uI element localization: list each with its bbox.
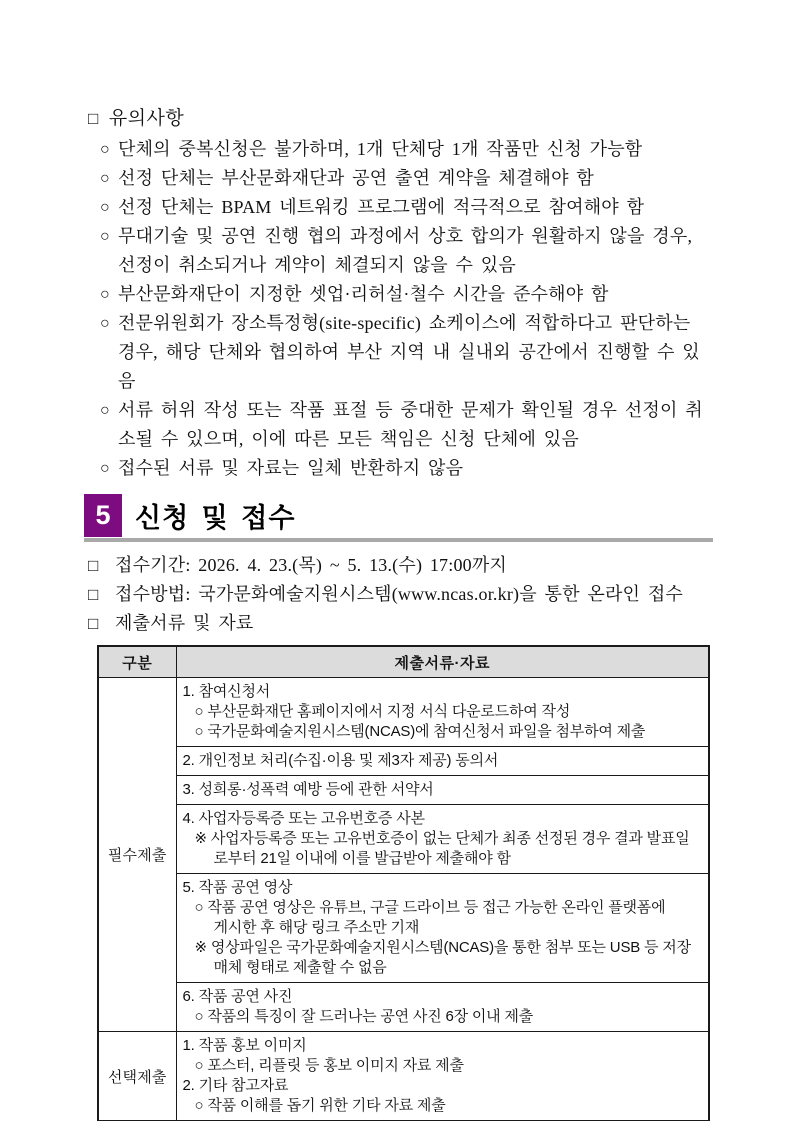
- checklist-item: [88, 551, 713, 580]
- cell-line: 4. 사업자등록증 또는 고유번호증 사본: [182, 810, 425, 827]
- table-row: [98, 776, 709, 805]
- cell-line: 6. 작품 공연 사진: [182, 988, 293, 1005]
- documents-cell: [176, 874, 709, 983]
- note-item: [88, 135, 713, 164]
- note-text: 무대기술 및 공연 진행 협의 과정에서 상호 합의가 원활하지 않을 경우, 선정이 취소되거나 계약이 체결되지 않을 수 있음: [118, 226, 693, 275]
- circle-bullet-icon: ○: [100, 170, 110, 187]
- notes-list: [88, 135, 713, 483]
- note-text: 접수된 서류 및 자료는 일체 반환하지 않음: [118, 458, 464, 478]
- cell-line: 로부터 21일 이내에 이를 발급받아 제출해야 함: [213, 850, 511, 867]
- table-row: [98, 747, 709, 776]
- square-bullet-icon: □: [88, 614, 99, 633]
- category-cell: 필수제출: [98, 678, 176, 1032]
- note-item: [88, 396, 713, 454]
- notes-title-text: 유의사항: [108, 108, 185, 129]
- square-bullet-icon: □: [88, 109, 99, 128]
- cell-line: ○ 국가문화예술지원시스템(NCAS)에 참여신청서 파일을 첨부하여 제출: [194, 723, 646, 740]
- cell-line: ○ 작품 이해를 돕기 위한 기타 자료 제출: [194, 1097, 446, 1114]
- category-cell: 선택제출: [98, 1032, 176, 1121]
- documents-cell: [176, 1032, 709, 1121]
- documents-cell: [176, 678, 709, 747]
- square-bullet-icon: □: [88, 556, 99, 575]
- note-text: 단체의 중복신청은 불가하며, 1개 단체당 1개 작품만 신청 가능함: [118, 139, 643, 159]
- cell-line: ○ 작품 공연 영상은 유튜브, 구글 드라이브 등 접근 가능한 온라인 플랫폼에: [194, 899, 666, 916]
- circle-bullet-icon: ○: [100, 228, 110, 245]
- note-text: 선정 단체는 BPAM 네트워킹 프로그램에 적극적으로 참여해야 함: [118, 197, 645, 217]
- cell-line: ※ 사업자등록증 또는 고유번호증이 없는 단체가 최종 선정된 경우 결과 발표일: [194, 830, 690, 847]
- notes-section: [88, 104, 713, 483]
- note-item: [88, 280, 713, 309]
- documents-cell: [176, 776, 709, 805]
- checklist-text: 접수기간: 2026. 4. 23.(목) ~ 5. 13.(수) 17:00까지: [115, 555, 508, 575]
- circle-bullet-icon: ○: [100, 315, 110, 332]
- note-text: 전문위원회가 장소특정형(site-specific) 쇼케이스에 적합하다고 판단하는 경우, 해당 단체와 협의하여 부산 지역 내 실내외 공간에서 진행할 수 있음: [118, 313, 700, 391]
- circle-bullet-icon: ○: [100, 460, 110, 477]
- cell-line: 5. 작품 공연 영상: [182, 879, 293, 896]
- column-header-category: 구분: [98, 646, 176, 678]
- documents-cell: [176, 747, 709, 776]
- note-item: [88, 222, 713, 280]
- cell-line: 게시한 후 해당 링크 주소만 기재: [213, 919, 420, 936]
- documents-cell: [176, 983, 709, 1032]
- section-header: [84, 494, 713, 542]
- submission-table-body: [98, 678, 709, 1121]
- cell-line: ※ 영상파일은 국가문화예술지원시스템(NCAS)을 통한 첨부 또는 USB 등 저장: [194, 939, 691, 956]
- circle-bullet-icon: ○: [100, 199, 110, 216]
- section-number-badge: 5: [84, 494, 122, 537]
- note-item: [88, 454, 713, 483]
- note-item: [88, 193, 713, 222]
- column-header-documents: 제출서류·자료: [176, 646, 709, 678]
- cell-line: ○ 포스터, 리플릿 등 홍보 이미지 자료 제출: [194, 1057, 464, 1074]
- submission-table: [97, 645, 710, 1121]
- note-text: 부산문화재단이 지정한 셋업·리허설·철수 시간을 준수해야 함: [118, 284, 609, 304]
- table-row: [98, 805, 709, 874]
- note-item: [88, 309, 713, 396]
- circle-bullet-icon: ○: [100, 402, 110, 419]
- note-text: 선정 단체는 부산문화재단과 공연 출연 계약을 체결해야 함: [118, 168, 595, 188]
- checklist-text: 제출서류 및 자료: [115, 613, 254, 633]
- submission-table-wrapper: [97, 645, 713, 1121]
- note-item: [88, 164, 713, 193]
- checklist-item: [88, 580, 713, 609]
- note-text: 서류 허위 작성 또는 작품 표절 등 중대한 문제가 확인될 경우 선정이 취소될 수 있으며, 이에 따른 모든 책임은 신청 단체에 있음: [118, 400, 703, 449]
- table-row: [98, 983, 709, 1032]
- cell-line: ○ 작품의 특징이 잘 드러나는 공연 사진 6장 이내 제출: [194, 1008, 534, 1025]
- cell-line: 3. 성희롱·성폭력 예방 등에 관한 서약서: [182, 781, 434, 798]
- checklist-item: [88, 609, 713, 638]
- cell-line: 2. 개인정보 처리(수집·이용 및 제3자 제공) 동의서: [182, 752, 499, 769]
- cell-line: ○ 부산문화재단 홈페이지에서 지정 서식 다운로드하여 작성: [194, 703, 571, 720]
- page-content: [88, 104, 713, 1121]
- documents-cell: [176, 805, 709, 874]
- cell-line: 1. 참여신청서: [182, 683, 271, 700]
- circle-bullet-icon: ○: [100, 141, 110, 158]
- cell-line: 매체 형태로 제출할 수 없음: [213, 959, 387, 976]
- checklist: [88, 551, 713, 638]
- section-title: 신청 및 접수: [135, 503, 296, 533]
- cell-line: 2. 기타 참고자료: [182, 1077, 289, 1094]
- circle-bullet-icon: ○: [100, 286, 110, 303]
- table-row: [98, 874, 709, 983]
- cell-line: 1. 작품 홍보 이미지: [182, 1037, 307, 1054]
- square-bullet-icon: □: [88, 585, 99, 604]
- table-header-row: [98, 646, 709, 678]
- notes-section-title: [88, 104, 713, 134]
- table-row: [98, 678, 709, 747]
- table-row: [98, 1032, 709, 1121]
- checklist-text: 접수방법: 국가문화예술지원시스템(www.ncas.or.kr)을 통한 온라인 접수: [115, 584, 684, 604]
